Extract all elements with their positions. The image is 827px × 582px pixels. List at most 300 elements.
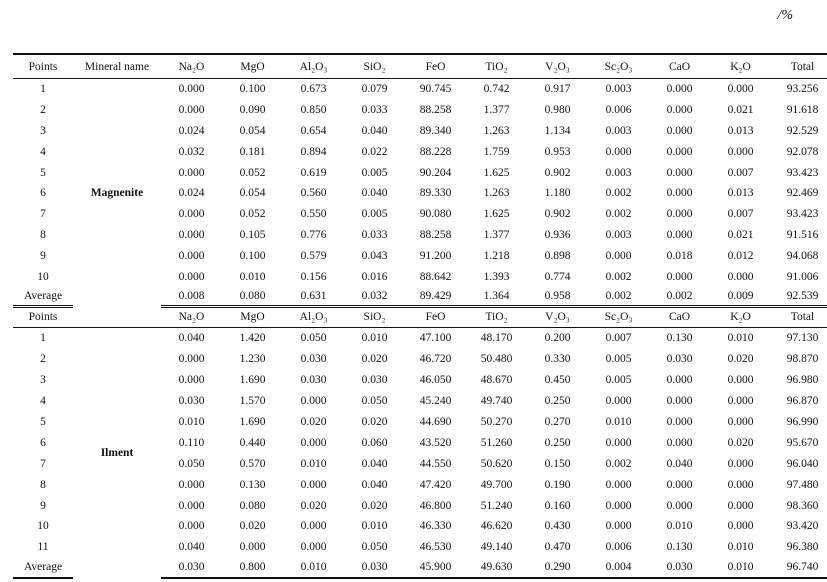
table-cell: 0.000 xyxy=(178,166,205,179)
point-label: 7 xyxy=(40,208,46,221)
header-row xyxy=(13,306,827,327)
table-cell: 91.516 xyxy=(786,228,819,241)
table-cell: 0.002 xyxy=(605,208,632,221)
column-header: SiO₂ xyxy=(344,306,405,327)
table-cell: 92.469 xyxy=(786,187,819,200)
table-cell: 0.043 xyxy=(361,249,388,262)
point-label: 2 xyxy=(40,104,46,117)
table-cell: 0.000 xyxy=(178,249,205,262)
table-cell: 0.018 xyxy=(666,249,693,262)
table-cell: 0.619 xyxy=(300,166,327,179)
table-cell: 0.020 xyxy=(361,353,388,366)
table-cell: 1.364 xyxy=(466,287,527,307)
table-cell: 1.625 xyxy=(483,166,510,179)
table-cell: 0.002 xyxy=(605,187,632,200)
table-cell: 0.050 xyxy=(300,332,327,345)
table-cell: 50.620 xyxy=(480,457,513,470)
table-cell: 0.000 xyxy=(666,166,693,179)
table-cell: 94.068 xyxy=(786,249,819,262)
column-header: CaO xyxy=(649,54,710,79)
point-label: 7 xyxy=(40,457,46,470)
point-label: 8 xyxy=(40,228,46,241)
table-cell: 1.420 xyxy=(239,332,266,345)
table-cell: 48.670 xyxy=(480,374,513,387)
table-cell: 0.000 xyxy=(666,270,693,283)
table-cell: 0.000 xyxy=(727,395,754,408)
table-cell: 0.010 xyxy=(727,332,754,345)
table-cell: 43.520 xyxy=(419,436,452,449)
table-cell: 49.740 xyxy=(480,395,513,408)
column-header: Na₂O xyxy=(161,306,222,327)
table-cell: 0.030 xyxy=(300,374,327,387)
table-cell: 0.631 xyxy=(283,287,344,307)
table-cell: 0.040 xyxy=(361,187,388,200)
table-cell: 0.000 xyxy=(666,228,693,241)
table-cell: 44.550 xyxy=(419,457,452,470)
column-header: Points xyxy=(13,306,73,327)
table-cell: 0.330 xyxy=(544,353,571,366)
table-cell: 0.000 xyxy=(605,436,632,449)
table-cell: 46.330 xyxy=(419,520,452,533)
table-cell: 51.260 xyxy=(480,436,513,449)
table-cell: 0.010 xyxy=(605,415,632,428)
table-cell: 0.776 xyxy=(300,228,327,241)
table-cell: 0.009 xyxy=(710,287,771,307)
table-cell: 0.110 xyxy=(178,436,205,449)
table-cell: 0.000 xyxy=(666,208,693,221)
column-header: Sc₂O₃ xyxy=(588,306,649,327)
table-cell: 88.642 xyxy=(419,270,452,283)
table-cell: 0.020 xyxy=(300,499,327,512)
column-header: Al₂O₃ xyxy=(283,54,344,79)
table-cell: 0.000 xyxy=(605,478,632,491)
table-cell: 0.742 xyxy=(483,83,510,96)
table-cell: 0.000 xyxy=(300,436,327,449)
table-cell: 0.006 xyxy=(605,541,632,554)
table-cell: 0.005 xyxy=(605,374,632,387)
table-cell: 0.020 xyxy=(727,436,754,449)
table-cell: 0.000 xyxy=(178,208,205,221)
table-cell: 89.429 xyxy=(405,287,466,307)
table-cell: 44.690 xyxy=(419,415,452,428)
table-cell: 88.258 xyxy=(419,104,452,117)
table-cell: 90.204 xyxy=(419,166,452,179)
column-header: FeO xyxy=(405,306,466,327)
table-cell: 0.020 xyxy=(727,353,754,366)
table-cell: 0.105 xyxy=(239,228,266,241)
table-cell: 0.040 xyxy=(361,478,388,491)
table-cell: 0.898 xyxy=(544,249,571,262)
table-cell: 1.230 xyxy=(239,353,266,366)
table-cell: 0.030 xyxy=(361,374,388,387)
table-cell: 0.936 xyxy=(544,228,571,241)
table-cell: 0.033 xyxy=(361,228,388,241)
table-cell: 96.040 xyxy=(786,457,819,470)
table-cell: 0.016 xyxy=(361,270,388,283)
column-header: Sc₂O₃ xyxy=(588,54,649,79)
table-cell: 49.700 xyxy=(480,478,513,491)
mineral-name: Magnenite xyxy=(90,186,144,199)
table-cell: 91.006 xyxy=(786,270,819,283)
table-cell: 0.000 xyxy=(178,353,205,366)
table-cell: 96.990 xyxy=(786,415,819,428)
table-cell: 0.003 xyxy=(605,124,632,137)
column-header: V₂O₃ xyxy=(527,54,588,79)
table-cell: 0.000 xyxy=(727,520,754,533)
table-cell: 0.010 xyxy=(178,415,205,428)
table-cell: 0.033 xyxy=(361,104,388,117)
column-header: TiO₂ xyxy=(466,306,527,327)
table-cell: 0.902 xyxy=(544,166,571,179)
table-cell: 1.570 xyxy=(239,395,266,408)
column-header: TiO₂ xyxy=(466,54,527,79)
table-cell: 95.670 xyxy=(786,436,819,449)
table-cell: 92.529 xyxy=(786,124,819,137)
point-label: 6 xyxy=(40,187,46,200)
table-cell: 97.480 xyxy=(786,478,819,491)
table-cell: 0.000 xyxy=(300,541,327,554)
table-cell: 96.380 xyxy=(786,541,819,554)
table-cell: 0.040 xyxy=(666,457,693,470)
table-cell: 0.000 xyxy=(666,124,693,137)
table-cell: 0.010 xyxy=(710,558,771,578)
table-cell: 0.000 xyxy=(666,395,693,408)
table-cell: 0.050 xyxy=(178,457,205,470)
point-label: 2 xyxy=(40,353,46,366)
table-cell: 0.002 xyxy=(605,270,632,283)
table-cell: 0.000 xyxy=(605,249,632,262)
table-cell: 0.000 xyxy=(727,270,754,283)
table-cell: 1.263 xyxy=(483,187,510,200)
table-cell: 1.263 xyxy=(483,124,510,137)
table-cell: 1.690 xyxy=(239,374,266,387)
point-label: 9 xyxy=(40,499,46,512)
table-cell: 0.673 xyxy=(300,83,327,96)
table-cell: 0.000 xyxy=(666,187,693,200)
table-cell: 1.218 xyxy=(483,249,510,262)
table-cell: 0.002 xyxy=(605,457,632,470)
table-cell: 92.078 xyxy=(786,145,819,158)
table-cell: 47.420 xyxy=(419,478,452,491)
table-cell: 98.870 xyxy=(786,353,819,366)
table-cell: 0.570 xyxy=(239,457,266,470)
table-cell: 46.530 xyxy=(419,541,452,554)
table-cell: 0.902 xyxy=(544,208,571,221)
table-cell: 0.024 xyxy=(178,124,205,137)
table-cell: 0.654 xyxy=(300,124,327,137)
table-cell: 0.052 xyxy=(239,208,266,221)
point-label: Average xyxy=(13,287,73,307)
table-cell: 0.000 xyxy=(666,415,693,428)
table-cell: 0.004 xyxy=(588,558,649,578)
table-cell: 0.040 xyxy=(361,457,388,470)
table-cell: 93.256 xyxy=(786,83,819,96)
table-cell: 50.480 xyxy=(480,353,513,366)
table-cell: 0.010 xyxy=(300,457,327,470)
table-cell: 0.010 xyxy=(727,541,754,554)
table-cell: 0.917 xyxy=(544,83,571,96)
table-cell: 0.550 xyxy=(300,208,327,221)
point-label: 4 xyxy=(40,395,46,408)
table-cell: 0.060 xyxy=(361,436,388,449)
point-label: 5 xyxy=(40,415,46,428)
table-cell: 88.258 xyxy=(419,228,452,241)
table-cell: 88.228 xyxy=(419,145,452,158)
table-cell: 92.539 xyxy=(771,287,827,307)
table-cell: 0.022 xyxy=(361,145,388,158)
table-cell: 0.021 xyxy=(727,228,754,241)
composition-table xyxy=(13,53,827,579)
table-cell: 91.200 xyxy=(419,249,452,262)
table-cell: 0.000 xyxy=(239,541,266,554)
table-cell: 0.000 xyxy=(178,478,205,491)
column-header: SiO₂ xyxy=(344,54,405,79)
point-label: 6 xyxy=(40,436,46,449)
table-cell: 1.377 xyxy=(483,104,510,117)
table-cell: 0.160 xyxy=(544,499,571,512)
table-row xyxy=(13,79,827,100)
table-cell: 0.010 xyxy=(283,558,344,578)
table-cell: 0.000 xyxy=(178,104,205,117)
table-cell: 0.003 xyxy=(605,83,632,96)
table-cell: 1.625 xyxy=(483,208,510,221)
table-cell: 0.013 xyxy=(727,187,754,200)
point-label: 10 xyxy=(37,520,49,533)
table-cell: 1.759 xyxy=(483,145,510,158)
table-cell: 0.010 xyxy=(239,270,266,283)
table-cell: 0.290 xyxy=(527,558,588,578)
table-cell: 1.134 xyxy=(544,124,571,137)
table-cell: 0.850 xyxy=(300,104,327,117)
table-cell: 0.000 xyxy=(605,499,632,512)
table-cell: 0.100 xyxy=(239,249,266,262)
table-cell: 0.080 xyxy=(239,499,266,512)
section2-body xyxy=(13,306,827,577)
table-cell: 0.079 xyxy=(361,83,388,96)
point-label: 10 xyxy=(37,270,49,283)
table-cell: 0.000 xyxy=(666,145,693,158)
unit-label: /% xyxy=(777,8,793,23)
table-cell: 46.050 xyxy=(419,374,452,387)
table-cell: 96.980 xyxy=(786,374,819,387)
table-cell: 0.000 xyxy=(727,83,754,96)
table-cell: 0.440 xyxy=(239,436,266,449)
table-cell: 0.190 xyxy=(544,478,571,491)
table-cell: 0.040 xyxy=(178,541,205,554)
table-cell: 0.100 xyxy=(239,83,266,96)
table-cell: 97.130 xyxy=(786,332,819,345)
table-cell: 0.007 xyxy=(605,332,632,345)
table-cell: 0.000 xyxy=(178,374,205,387)
table-cell: 0.030 xyxy=(344,558,405,578)
table-cell: 0.030 xyxy=(666,353,693,366)
table-cell: 0.156 xyxy=(300,270,327,283)
point-label: 9 xyxy=(40,249,46,262)
column-header: MgO xyxy=(222,306,283,327)
column-header: CaO xyxy=(649,306,710,327)
point-label: 5 xyxy=(40,166,46,179)
table-cell: 0.090 xyxy=(239,104,266,117)
table-cell: 0.054 xyxy=(239,124,266,137)
table-cell: 0.000 xyxy=(178,520,205,533)
table-cell: 96.870 xyxy=(786,395,819,408)
table-cell: 0.130 xyxy=(666,541,693,554)
table-cell: 0.000 xyxy=(666,478,693,491)
table-cell: 0.030 xyxy=(161,558,222,578)
table-cell: 0.000 xyxy=(727,478,754,491)
table-cell: 0.010 xyxy=(666,520,693,533)
table-cell: 0.200 xyxy=(544,332,571,345)
table-cell: 0.000 xyxy=(605,520,632,533)
table-cell: 0.430 xyxy=(544,520,571,533)
table-cell: 0.000 xyxy=(300,520,327,533)
table-cell: 0.030 xyxy=(649,558,710,578)
table-cell: 0.007 xyxy=(727,166,754,179)
table-cell: 0.030 xyxy=(300,353,327,366)
table-cell: 0.000 xyxy=(178,83,205,96)
table-cell: 93.423 xyxy=(786,166,819,179)
header-row xyxy=(13,54,827,79)
table-cell: 1.690 xyxy=(239,415,266,428)
table-cell: 0.774 xyxy=(544,270,571,283)
section1-body xyxy=(13,54,827,306)
column-header: Points xyxy=(13,54,73,79)
table-cell: 0.020 xyxy=(361,499,388,512)
point-label: Average xyxy=(13,558,73,578)
table-cell: 0.000 xyxy=(605,395,632,408)
table-cell: 90.745 xyxy=(419,83,452,96)
table-cell: 0.130 xyxy=(239,478,266,491)
table-cell: 0.020 xyxy=(239,520,266,533)
table-cell: 0.050 xyxy=(361,541,388,554)
table-cell: 49.140 xyxy=(480,541,513,554)
table-cell: 0.150 xyxy=(544,457,571,470)
table-cell: 1.180 xyxy=(544,187,571,200)
table-cell: 45.240 xyxy=(419,395,452,408)
point-label: 11 xyxy=(37,541,49,554)
table-cell: 0.800 xyxy=(222,558,283,578)
table-cell: 89.340 xyxy=(419,124,452,137)
table-cell: 0.040 xyxy=(178,332,205,345)
table-cell: 45.900 xyxy=(405,558,466,578)
table-cell: 0.000 xyxy=(178,228,205,241)
column-header: Al₂O₃ xyxy=(283,306,344,327)
table-cell: 0.130 xyxy=(666,332,693,345)
point-label: 3 xyxy=(40,124,46,137)
table-cell: 0.010 xyxy=(361,520,388,533)
table-cell: 0.006 xyxy=(605,104,632,117)
table-cell: 1.377 xyxy=(483,228,510,241)
column-header: K₂O xyxy=(710,306,771,327)
table-cell: 0.980 xyxy=(544,104,571,117)
table-cell: 0.032 xyxy=(344,287,405,307)
table-cell: 0.005 xyxy=(361,166,388,179)
table-cell: 0.000 xyxy=(727,415,754,428)
table-cell: 0.000 xyxy=(300,395,327,408)
table-cell: 0.007 xyxy=(727,208,754,221)
table-cell: 48.170 xyxy=(480,332,513,345)
column-header: V₂O₃ xyxy=(527,306,588,327)
table-cell: 89.330 xyxy=(419,187,452,200)
table-cell: 0.000 xyxy=(666,83,693,96)
table-cell: 0.270 xyxy=(544,415,571,428)
column-header: Total xyxy=(771,54,827,79)
table-cell: 46.720 xyxy=(419,353,452,366)
table-cell: 0.020 xyxy=(300,415,327,428)
table-cell: 0.450 xyxy=(544,374,571,387)
column-header xyxy=(73,306,161,327)
table-cell: 0.002 xyxy=(649,287,710,307)
table-cell: 93.420 xyxy=(786,520,819,533)
table-cell: 0.000 xyxy=(178,270,205,283)
table-cell: 0.000 xyxy=(727,374,754,387)
table-cell: 0.953 xyxy=(544,145,571,158)
table-cell: 0.000 xyxy=(727,145,754,158)
table-cell: 0.894 xyxy=(300,145,327,158)
table-cell: 0.000 xyxy=(605,145,632,158)
table-cell: 0.470 xyxy=(544,541,571,554)
table-cell: 0.050 xyxy=(361,395,388,408)
table-cell: 0.080 xyxy=(222,287,283,307)
column-header: K₂O xyxy=(710,54,771,79)
table-cell: 1.393 xyxy=(483,270,510,283)
column-header: Total xyxy=(771,306,827,327)
table-cell: 0.010 xyxy=(361,332,388,345)
table-cell: 0.003 xyxy=(605,166,632,179)
column-header: FeO xyxy=(405,54,466,79)
point-label: 4 xyxy=(40,145,46,158)
table-cell: 0.560 xyxy=(300,187,327,200)
table-cell: 0.000 xyxy=(666,436,693,449)
table-cell: 0.958 xyxy=(527,287,588,307)
table-cell: 46.800 xyxy=(419,499,452,512)
table-cell: 0.024 xyxy=(178,187,205,200)
table-cell: 0.003 xyxy=(605,228,632,241)
point-label: 1 xyxy=(40,83,46,96)
table-cell: 98.360 xyxy=(786,499,819,512)
table-cell: 91.618 xyxy=(786,104,819,117)
table-cell: 0.030 xyxy=(178,395,205,408)
point-label: 3 xyxy=(40,374,46,387)
mineral-name: Ilment xyxy=(100,446,134,459)
column-header: MgO xyxy=(222,54,283,79)
table-cell: 0.012 xyxy=(727,249,754,262)
table-cell: 0.000 xyxy=(666,499,693,512)
table-cell: 0.005 xyxy=(605,353,632,366)
table-cell: 0.000 xyxy=(666,104,693,117)
table-cell: 0.000 xyxy=(727,457,754,470)
table-cell: 49.630 xyxy=(466,558,527,578)
point-label: 8 xyxy=(40,478,46,491)
point-label: 1 xyxy=(40,332,46,345)
table-cell: 0.000 xyxy=(666,374,693,387)
table-cell: 90.080 xyxy=(419,208,452,221)
table-cell: 50.270 xyxy=(480,415,513,428)
column-header: Na₂O xyxy=(161,54,222,79)
table-cell: 0.000 xyxy=(727,499,754,512)
table-cell: 0.250 xyxy=(544,395,571,408)
table-cell: 0.008 xyxy=(161,287,222,307)
table-cell: 0.040 xyxy=(361,124,388,137)
table-cell: 93.423 xyxy=(786,208,819,221)
table-cell: 0.181 xyxy=(239,145,266,158)
table-cell: 96.740 xyxy=(771,558,827,578)
column-header: Mineral name xyxy=(73,54,161,79)
table-cell: 0.054 xyxy=(239,187,266,200)
table-cell: 0.021 xyxy=(727,104,754,117)
table-cell: 47.100 xyxy=(419,332,452,345)
table-cell: 0.002 xyxy=(588,287,649,307)
